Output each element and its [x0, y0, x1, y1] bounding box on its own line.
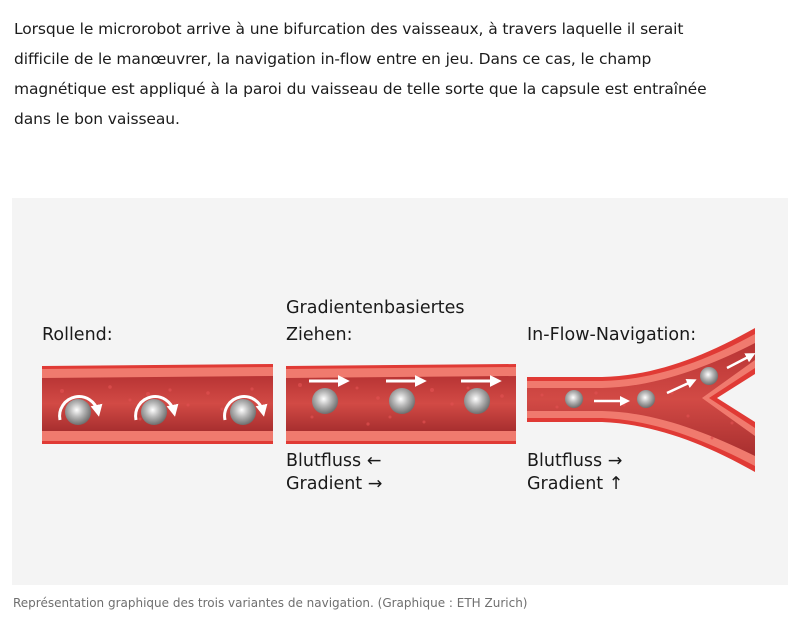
panel-title-rolling: Rollend: [42, 325, 113, 345]
article-paragraph [14, 14, 794, 134]
legend-blood-flow [527, 449, 622, 474]
arrow-right-icon: → [367, 474, 383, 494]
vessel-illustration [12, 198, 788, 585]
legend-gradient [286, 472, 382, 497]
paragraph-line: difficile de le manœuvrer, la navigation in-flow entre en jeu. Dans ce cas, le champ [14, 50, 652, 68]
gradient-pulling-vessel [286, 364, 516, 444]
legend-label: Gradient [286, 474, 363, 494]
legend-label: Gradient [527, 474, 604, 494]
navigation-variants-figure [12, 198, 788, 585]
arrow-up-icon: ↑ [608, 474, 624, 494]
legend-gradient [527, 472, 623, 497]
panel-title-gradient-line2: Ziehen: [286, 325, 353, 345]
paragraph-line: Lorsque le microrobot arrive à une bifurcation des vaisseaux, à travers laquelle il serait [14, 20, 684, 38]
arrow-left-icon: ← [366, 451, 382, 471]
paragraph-line: magnétique est appliqué à la paroi du vaisseau de telle sorte que la capsule est entraînée [14, 80, 707, 98]
paragraph-line: dans le bon vaisseau. [14, 110, 180, 128]
legend-label: Blutfluss [286, 451, 362, 471]
legend-label: Blutfluss [527, 451, 603, 471]
figure-caption: Représentation graphique des trois variantes de navigation. (Graphique : ETH Zurich) [13, 596, 528, 610]
rolling-vessel [42, 364, 273, 444]
legend-blood-flow [286, 449, 381, 474]
panel-title-gradient-line1: Gradientenbasiertes [286, 298, 465, 318]
panel-title-inflow: In-Flow-Navigation: [527, 325, 697, 345]
arrow-right-icon: → [607, 451, 623, 471]
